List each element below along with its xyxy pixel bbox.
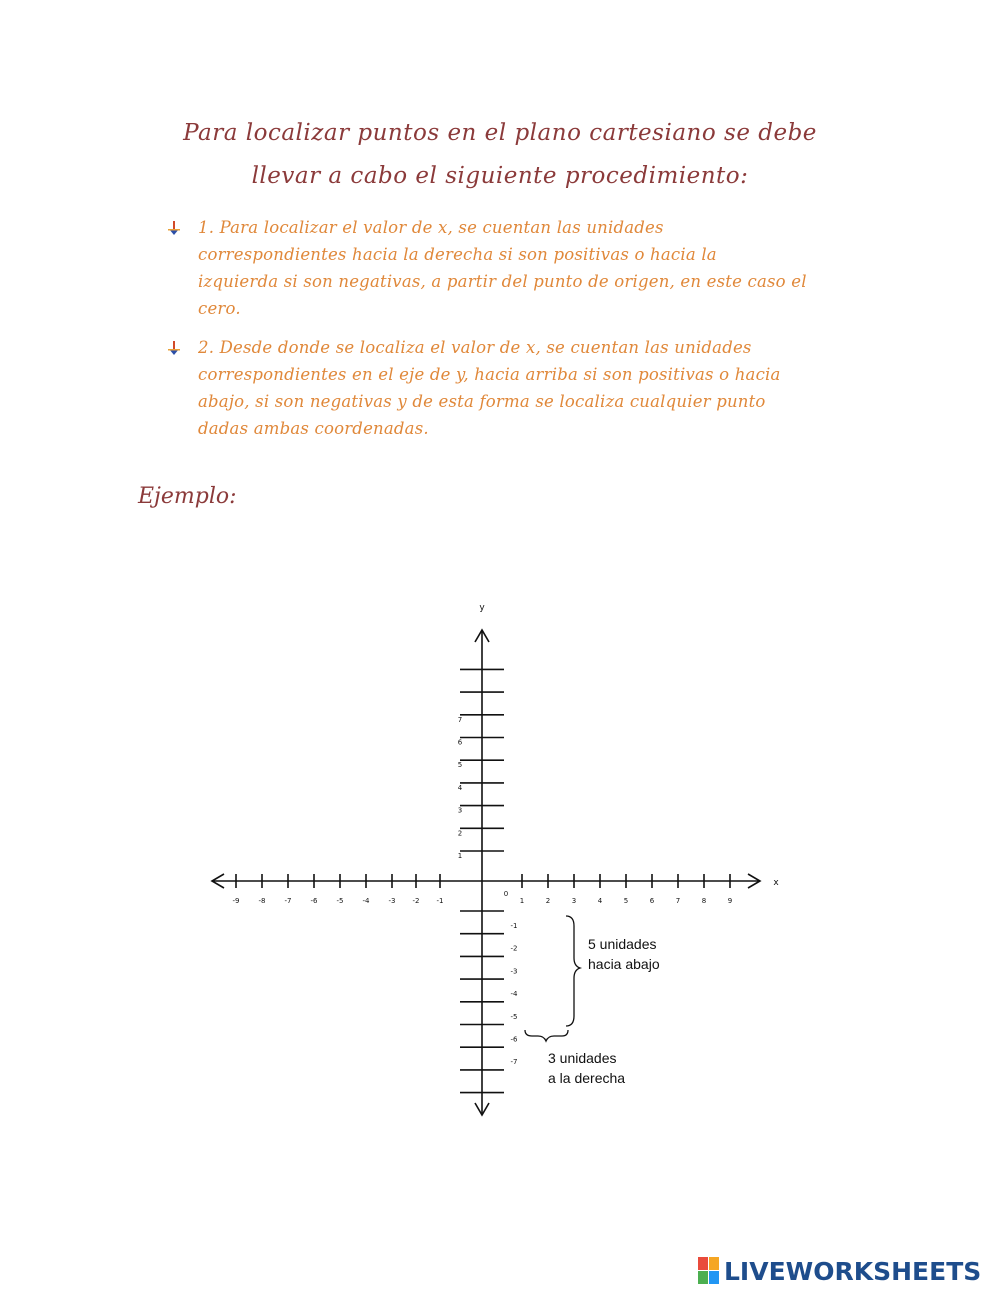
y-tick-label: -3 bbox=[510, 967, 518, 976]
x-tick-label: 4 bbox=[597, 897, 603, 905]
y-tick-label: 7 bbox=[457, 715, 463, 724]
y-tick-label: 3 bbox=[457, 806, 463, 815]
logo-text: LIVEWORKSHEETS bbox=[724, 1256, 982, 1286]
y-tick-label: -4 bbox=[510, 990, 518, 999]
y-tick-label: -6 bbox=[510, 1035, 518, 1044]
x-tick-label: 7 bbox=[675, 897, 681, 905]
bullet-2-line-4: dadas ambas coordenadas. bbox=[198, 419, 429, 438]
liveworksheets-logo bbox=[698, 1256, 981, 1286]
x-tick-label: -1 bbox=[436, 897, 444, 905]
example-label: Ejemplo: bbox=[138, 484, 237, 509]
title-line-2: llevar a cabo el siguiente procedimiento: bbox=[251, 163, 749, 189]
x-tick-label: -8 bbox=[258, 897, 266, 905]
x-tick-label: 2 bbox=[545, 897, 551, 905]
x-tick-label: -6 bbox=[310, 897, 318, 905]
y-axis-label: y bbox=[479, 603, 485, 613]
x-tick-label: 6 bbox=[649, 897, 655, 905]
x-tick-label: 3 bbox=[571, 897, 577, 905]
x-tick-label: -5 bbox=[336, 897, 344, 905]
x-tick-label: -9 bbox=[232, 897, 240, 905]
x-tick-label: 1 bbox=[519, 897, 525, 905]
x-axis-label: x bbox=[773, 878, 779, 888]
bullet-2-line-3: abajo, si son negativas y de esta forma se localiza cualquier punto bbox=[198, 392, 766, 411]
bullet-1-line-3: izquierda si son negativas, a partir del punto de origen, en este caso el bbox=[198, 272, 807, 291]
title-line-1: Para localizar puntos en el plano cartesiano se debe bbox=[183, 120, 817, 146]
annotation-right-line-2: a la derecha bbox=[548, 1070, 626, 1086]
y-tick-label: -2 bbox=[510, 944, 518, 953]
annotation-right-line-1: 3 unidades bbox=[548, 1050, 617, 1066]
horizontal-brace bbox=[525, 1030, 568, 1041]
vertical-brace bbox=[566, 916, 580, 1026]
liveworksheets-logo-icon bbox=[698, 1257, 720, 1285]
annotation-down-line-2: hacia abajo bbox=[588, 956, 660, 972]
x-tick-label: -7 bbox=[284, 897, 292, 905]
y-tick-label: 2 bbox=[457, 829, 463, 838]
x-tick-label: 8 bbox=[701, 897, 707, 905]
x-tick-label: 5 bbox=[623, 897, 629, 905]
x-tick-label: 9 bbox=[727, 897, 733, 905]
y-tick-label: -7 bbox=[510, 1058, 518, 1067]
y-tick-label: 1 bbox=[457, 852, 463, 860]
y-tick-label: 5 bbox=[457, 761, 463, 770]
annotation-down-line-1: 5 unidades bbox=[588, 936, 657, 952]
y-tick-label: -1 bbox=[510, 922, 518, 930]
bullet-2-line-1: 2. Desde donde se localiza el valor de x, se cuentan las unidades bbox=[198, 338, 752, 357]
bullet-2-line-2: correspondientes en el eje de y, hacia arriba si son positivas o hacia bbox=[198, 365, 781, 384]
y-tick-label: 6 bbox=[457, 738, 463, 747]
y-tick-label: 4 bbox=[457, 783, 463, 792]
bullet-1-line-2: correspondientes hacia la derecha si son positivas o hacia la bbox=[198, 245, 717, 264]
x-tick-label: -3 bbox=[388, 897, 396, 905]
bullet-1-line-4: cero. bbox=[198, 299, 241, 318]
y-tick-label: -5 bbox=[510, 1012, 518, 1021]
x-tick-label: -2 bbox=[412, 897, 420, 905]
x-tick-label: -4 bbox=[362, 897, 370, 905]
origin-label: 0 bbox=[503, 890, 509, 898]
bullet-1-line-1: 1. Para localizar el valor de x, se cuentan las unidades bbox=[198, 218, 664, 237]
